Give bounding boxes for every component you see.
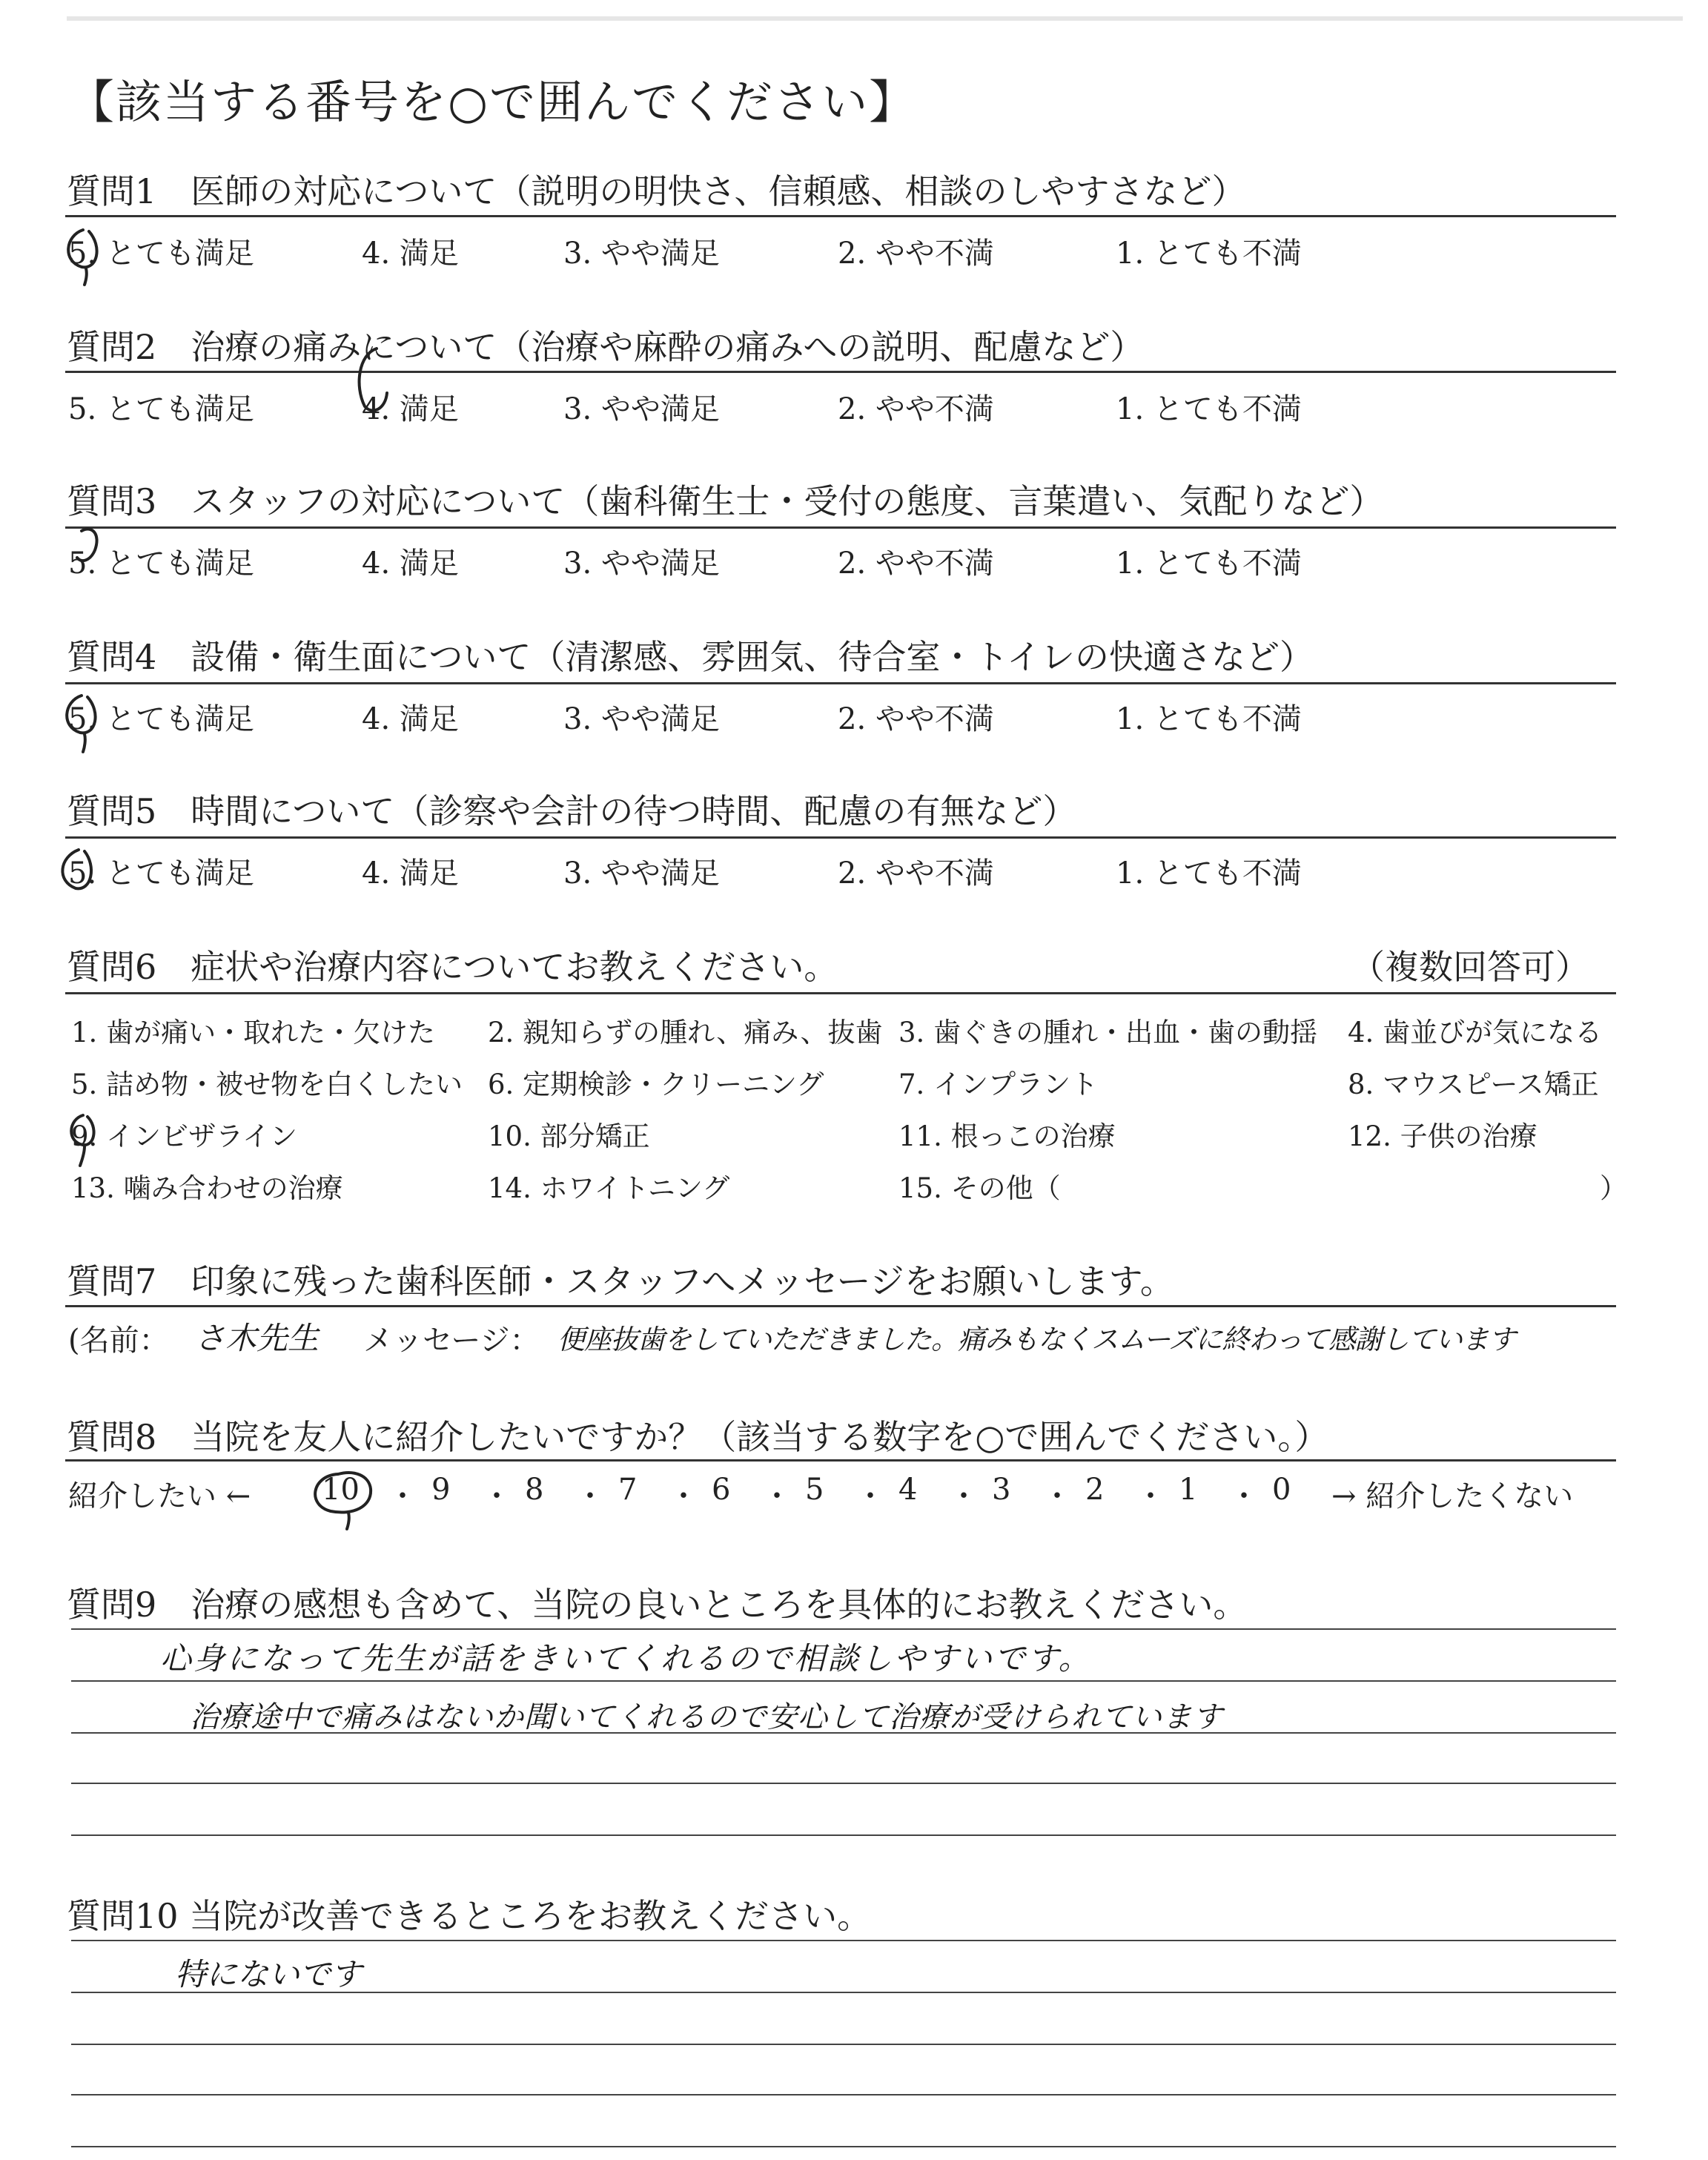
question-8-title: 質問8 当院を友人に紹介したいですか？（該当する数字を○で囲んでください。） xyxy=(67,1417,1329,1457)
q8-number-7[interactable]: 7 xyxy=(618,1473,638,1507)
q3-option-3[interactable]: 3. やや満足 xyxy=(563,546,720,581)
q7-name-value[interactable]: さ木先生 xyxy=(194,1320,320,1356)
q1-option-2[interactable]: 2. やや不満 xyxy=(838,237,994,271)
question-6-note: （複数回答可） xyxy=(1351,947,1589,987)
q8-dot: ・ xyxy=(1042,1479,1072,1513)
q2-circle-mark xyxy=(360,349,387,411)
q8-number-5[interactable]: 5 xyxy=(805,1473,824,1507)
q4-option-2[interactable]: 2. やや不満 xyxy=(838,702,994,736)
q6-option-14[interactable]: 14. ホワイトニング xyxy=(488,1172,730,1204)
q8-dot: ・ xyxy=(1136,1479,1165,1513)
q2-option-2[interactable]: 2. やや不満 xyxy=(838,392,994,426)
q5-circle-mark xyxy=(62,850,91,888)
q2-option-3[interactable]: 3. やや満足 xyxy=(563,392,720,426)
q7-message-label: メッセージ： xyxy=(363,1324,540,1358)
q8-left-label: 紹介したい ← xyxy=(68,1479,251,1513)
q6-option-4[interactable]: 4. 歯並びが気になる xyxy=(1348,1017,1603,1048)
q3-circle-mark xyxy=(77,529,97,561)
q4-option-1[interactable]: 1. とても不満 xyxy=(1116,702,1302,736)
q6-option-5[interactable]: 5. 詰め物・被せ物を白くしたい xyxy=(71,1069,463,1100)
q8-number-1[interactable]: 1 xyxy=(1179,1473,1198,1507)
q8-right-label: → 紹介したくない xyxy=(1331,1479,1574,1513)
q7-message-value[interactable]: 便座抜歯をしていただきました。痛みもなくスムーズに終わって感謝しています xyxy=(557,1324,1515,1355)
q1-option-5[interactable]: 5. とても満足 xyxy=(68,237,254,271)
q6-other-close: ） xyxy=(1600,1172,1627,1204)
q5-option-4[interactable]: 4. 満足 xyxy=(362,856,459,891)
page-title: 【該当する番号を○で囲んでください】 xyxy=(68,75,917,129)
question-10-title: 質問10 当院が改善できるところをお教えください。 xyxy=(67,1896,872,1936)
q6-option-7[interactable]: 7. インプラント xyxy=(898,1069,1099,1100)
q10-answer-line-1[interactable]: 特にないです xyxy=(175,1956,363,1992)
q1-circle-mark xyxy=(68,230,96,285)
q8-dot: ・ xyxy=(482,1479,512,1513)
q5-option-3[interactable]: 3. やや満足 xyxy=(563,856,720,891)
q6-option-12[interactable]: 12. 子供の治療 xyxy=(1348,1120,1537,1152)
q8-dot: ・ xyxy=(762,1479,792,1513)
q8-number-10[interactable]: 10 xyxy=(322,1473,360,1507)
q8-dot: ・ xyxy=(575,1479,605,1513)
q2-option-5[interactable]: 5. とても満足 xyxy=(68,392,254,426)
q8-number-4[interactable]: 4 xyxy=(898,1473,918,1507)
question-4-title: 質問4 設備・衛生面について（清潔感、雰囲気、待合室・トイレの快適さなど） xyxy=(67,637,1314,677)
q8-number-3[interactable]: 3 xyxy=(992,1473,1011,1507)
q8-dot: ・ xyxy=(855,1479,885,1513)
q6-option-3[interactable]: 3. 歯ぐきの腫れ・出血・歯の動揺 xyxy=(898,1017,1318,1048)
q4-circle-mark xyxy=(67,696,95,752)
q3-option-5[interactable]: 5. とても満足 xyxy=(68,546,254,581)
question-5-title: 質問5 時間について（診察や会計の待つ時間、配慮の有無など） xyxy=(67,791,1077,831)
q8-number-9[interactable]: 9 xyxy=(431,1473,451,1507)
q6-option-1[interactable]: 1. 歯が痛い・取れた・欠けた xyxy=(71,1017,436,1048)
q8-dot: ・ xyxy=(669,1479,698,1513)
q7-name-label: (名前： xyxy=(68,1324,169,1358)
q5-option-5[interactable]: 5. とても満足 xyxy=(68,856,254,891)
q6-option-2[interactable]: 2. 親知らずの腫れ、痛み、抜歯 xyxy=(488,1017,883,1048)
q8-dot: ・ xyxy=(949,1479,979,1513)
q5-option-1[interactable]: 1. とても不満 xyxy=(1116,856,1302,891)
question-2-title: 質問2 治療の痛みについて（治療や麻酔の痛みへの説明、配慮など） xyxy=(67,327,1145,367)
q2-option-4[interactable]: 4. 満足 xyxy=(362,392,459,426)
q3-option-1[interactable]: 1. とても不満 xyxy=(1116,546,1302,581)
q8-circle-mark xyxy=(315,1473,371,1529)
q3-option-2[interactable]: 2. やや不満 xyxy=(838,546,994,581)
q2-option-1[interactable]: 1. とても不満 xyxy=(1116,392,1302,426)
q8-number-0[interactable]: 0 xyxy=(1272,1473,1291,1507)
q8-number-2[interactable]: 2 xyxy=(1085,1473,1105,1507)
q3-option-4[interactable]: 4. 満足 xyxy=(362,546,459,581)
q6-option-9[interactable]: 9. インビザライン xyxy=(71,1120,297,1152)
q6-option-6[interactable]: 6. 定期検診・クリーニング xyxy=(488,1069,824,1100)
q1-option-4[interactable]: 4. 満足 xyxy=(362,237,459,271)
q4-option-3[interactable]: 3. やや満足 xyxy=(563,702,720,736)
question-1-title: 質問1 医師の対応について（説明の明快さ、信頼感、相談のしやすさなど） xyxy=(67,171,1246,211)
question-7-title: 質問7 印象に残った歯科医師・スタッフへメッセージをお願いします。 xyxy=(67,1261,1174,1301)
q6-option-8[interactable]: 8. マウスピース矯正 xyxy=(1348,1069,1599,1100)
q4-option-5[interactable]: 5. とても満足 xyxy=(68,702,254,736)
q8-dot: ・ xyxy=(1229,1479,1259,1513)
q9-answer-line-1[interactable]: 心身になって先生が話をきいてくれるので相談しやすいです。 xyxy=(160,1640,1092,1677)
q6-option-10[interactable]: 10. 部分矯正 xyxy=(488,1120,650,1152)
q6-option-11[interactable]: 11. 根っこの治療 xyxy=(898,1120,1116,1152)
q6-option-15[interactable]: 15. その他（ xyxy=(898,1172,1061,1204)
q1-option-3[interactable]: 3. やや満足 xyxy=(563,237,720,271)
q6-option-13[interactable]: 13. 噛み合わせの治療 xyxy=(71,1172,343,1204)
q5-option-2[interactable]: 2. やや不満 xyxy=(838,856,994,891)
q4-option-4[interactable]: 4. 満足 xyxy=(362,702,459,736)
q9-answer-line-2[interactable]: 治療途中で痛みはないか聞いてくれるので安心して治療が受けられています xyxy=(190,1700,1223,1734)
question-3-title: 質問3 スタッフの対応について（歯科衛生士・受付の態度、言葉遣い、気配りなど） xyxy=(67,481,1384,521)
question-9-title: 質問9 治療の感想も含めて、当院の良いところを具体的にお教えください。 xyxy=(67,1585,1248,1625)
question-6-title: 質問6 症状や治療内容についてお教えください。 xyxy=(67,947,838,987)
q6-circle-mark xyxy=(71,1115,93,1166)
q8-dot: ・ xyxy=(388,1479,417,1513)
q8-number-6[interactable]: 6 xyxy=(712,1473,731,1507)
q1-option-1[interactable]: 1. とても不満 xyxy=(1116,237,1302,271)
q8-number-8[interactable]: 8 xyxy=(525,1473,544,1507)
